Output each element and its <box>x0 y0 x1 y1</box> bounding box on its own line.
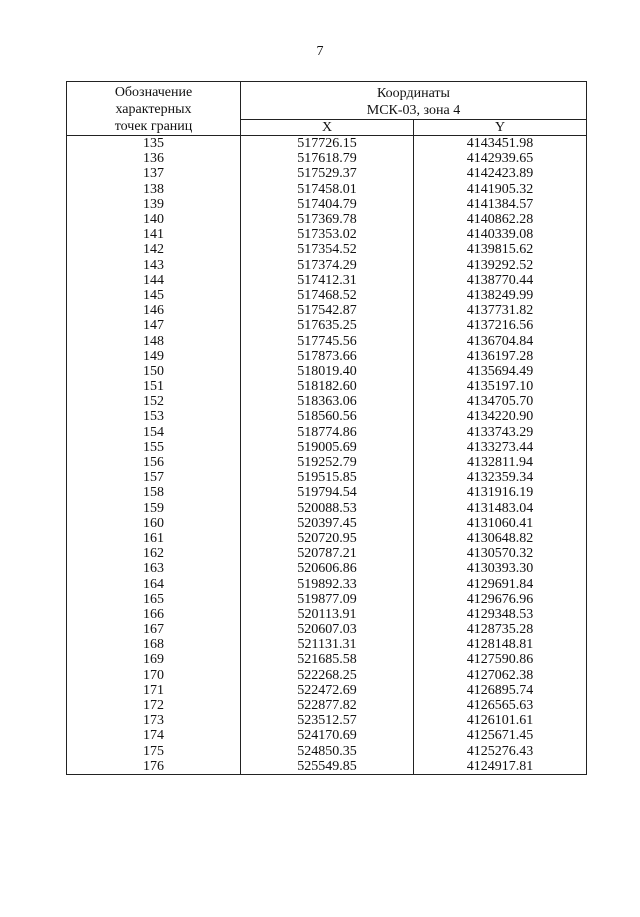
point-id-cell: 161 <box>67 531 241 546</box>
table-row <box>67 197 587 212</box>
x-coordinate-cell: 525549.85 <box>241 759 414 775</box>
y-coordinate-cell: 4126565.63 <box>414 698 587 713</box>
y-coordinate-cell: 4128735.28 <box>414 622 587 637</box>
table-row <box>67 227 587 242</box>
x-coordinate-cell: 522268.25 <box>241 668 414 683</box>
point-id-cell: 176 <box>67 759 241 775</box>
x-coordinate-cell: 520607.03 <box>241 622 414 637</box>
y-coordinate-cell: 4126101.61 <box>414 713 587 728</box>
page-number: 7 <box>316 44 324 59</box>
x-coordinate-cell: 520720.95 <box>241 531 414 546</box>
y-coordinate-cell: 4133743.29 <box>414 425 587 440</box>
y-coordinate-cell: 4125276.43 <box>414 744 587 759</box>
table-row <box>67 273 587 288</box>
point-id-cell: 137 <box>67 166 241 181</box>
x-coordinate-cell: 524170.69 <box>241 728 414 743</box>
y-coordinate-cell: 4136704.84 <box>414 333 587 348</box>
table-row <box>67 607 587 622</box>
header-label-line: характерных <box>115 102 192 117</box>
table-row <box>67 242 587 257</box>
header-coords-line: Координаты <box>377 85 450 101</box>
point-id-cell: 165 <box>67 592 241 607</box>
table-row <box>67 561 587 576</box>
point-id-cell: 166 <box>67 607 241 622</box>
x-coordinate-cell: 518774.86 <box>241 425 414 440</box>
point-id-cell: 171 <box>67 683 241 698</box>
table-row <box>67 333 587 348</box>
x-coordinate-cell: 517745.56 <box>241 333 414 348</box>
table-row <box>67 683 587 698</box>
y-coordinate-cell: 4124917.81 <box>414 759 587 775</box>
point-id-cell: 159 <box>67 501 241 516</box>
point-id-cell: 136 <box>67 151 241 166</box>
point-id-cell: 139 <box>67 197 241 212</box>
x-coordinate-cell: 519515.85 <box>241 470 414 485</box>
x-coordinate-cell: 517412.31 <box>241 273 414 288</box>
y-coordinate-cell: 4129348.53 <box>414 607 587 622</box>
point-id-cell: 140 <box>67 212 241 227</box>
table-row <box>67 531 587 546</box>
y-coordinate-cell: 4125671.45 <box>414 728 587 743</box>
table-row <box>67 592 587 607</box>
point-id-cell: 169 <box>67 652 241 667</box>
table-row <box>67 576 587 591</box>
point-id-cell: 162 <box>67 546 241 561</box>
x-coordinate-cell: 517354.52 <box>241 242 414 257</box>
y-coordinate-cell: 4131483.04 <box>414 501 587 516</box>
y-coordinate-cell: 4141905.32 <box>414 182 587 197</box>
point-id-cell: 156 <box>67 455 241 470</box>
table-row <box>67 166 587 181</box>
point-id-cell: 152 <box>67 394 241 409</box>
y-coordinate-cell: 4129676.96 <box>414 592 587 607</box>
table-row <box>67 455 587 470</box>
x-coordinate-cell: 520787.21 <box>241 546 414 561</box>
x-coordinate-cell: 520113.91 <box>241 607 414 622</box>
x-coordinate-cell: 517635.25 <box>241 318 414 333</box>
table-row <box>67 151 587 166</box>
x-coordinate-cell: 517726.15 <box>241 136 414 152</box>
y-coordinate-cell: 4138770.44 <box>414 273 587 288</box>
x-coordinate-cell: 517369.78 <box>241 212 414 227</box>
point-id-cell: 141 <box>67 227 241 242</box>
x-coordinate-cell: 517458.01 <box>241 182 414 197</box>
table-row <box>67 409 587 424</box>
header-y: Y <box>414 120 587 136</box>
y-coordinate-cell: 4133273.44 <box>414 440 587 455</box>
point-id-cell: 164 <box>67 576 241 591</box>
point-id-cell: 154 <box>67 425 241 440</box>
header-x: X <box>241 120 414 136</box>
table-row <box>67 501 587 516</box>
point-id-cell: 148 <box>67 333 241 348</box>
y-coordinate-cell: 4139292.52 <box>414 258 587 273</box>
x-coordinate-cell: 517529.37 <box>241 166 414 181</box>
x-coordinate-cell: 519877.09 <box>241 592 414 607</box>
y-coordinate-cell: 4132359.34 <box>414 470 587 485</box>
x-coordinate-cell: 517404.79 <box>241 197 414 212</box>
x-coordinate-cell: 519005.69 <box>241 440 414 455</box>
point-id-cell: 155 <box>67 440 241 455</box>
point-id-cell: 173 <box>67 713 241 728</box>
x-coordinate-cell: 520088.53 <box>241 501 414 516</box>
coordinates-table <box>66 81 587 775</box>
table-row <box>67 622 587 637</box>
point-id-cell: 160 <box>67 516 241 531</box>
y-coordinate-cell: 4134705.70 <box>414 394 587 409</box>
point-id-cell: 147 <box>67 318 241 333</box>
x-coordinate-cell: 518019.40 <box>241 364 414 379</box>
point-id-cell: 143 <box>67 258 241 273</box>
point-id-cell: 174 <box>67 728 241 743</box>
table-row <box>67 136 587 152</box>
y-coordinate-cell: 4142423.89 <box>414 166 587 181</box>
point-id-cell: 175 <box>67 744 241 759</box>
point-id-cell: 153 <box>67 409 241 424</box>
table-row <box>67 546 587 561</box>
table-row <box>67 637 587 652</box>
x-coordinate-cell: 524850.35 <box>241 744 414 759</box>
y-coordinate-cell: 4130648.82 <box>414 531 587 546</box>
point-id-cell: 167 <box>67 622 241 637</box>
x-coordinate-cell: 517374.29 <box>241 258 414 273</box>
point-id-cell: 163 <box>67 561 241 576</box>
table-row <box>67 288 587 303</box>
point-id-cell: 172 <box>67 698 241 713</box>
y-coordinate-cell: 4134220.90 <box>414 409 587 424</box>
table-row <box>67 728 587 743</box>
x-coordinate-cell: 517542.87 <box>241 303 414 318</box>
point-id-cell: 146 <box>67 303 241 318</box>
table-body <box>67 136 587 775</box>
x-coordinate-cell: 521685.58 <box>241 652 414 667</box>
point-id-cell: 149 <box>67 349 241 364</box>
y-coordinate-cell: 4139815.62 <box>414 242 587 257</box>
y-coordinate-cell: 4137216.56 <box>414 318 587 333</box>
table-row <box>67 516 587 531</box>
point-id-cell: 135 <box>67 136 241 152</box>
header-label-line: Обозначение <box>114 85 193 100</box>
table-header <box>67 82 587 136</box>
y-coordinate-cell: 4129691.84 <box>414 576 587 591</box>
point-id-cell: 150 <box>67 364 241 379</box>
table-row <box>67 652 587 667</box>
x-coordinate-cell: 521131.31 <box>241 637 414 652</box>
y-coordinate-cell: 4140339.08 <box>414 227 587 242</box>
y-coordinate-cell: 4138249.99 <box>414 288 587 303</box>
y-coordinate-cell: 4128148.81 <box>414 637 587 652</box>
y-coordinate-cell: 4143451.98 <box>414 136 587 152</box>
point-id-cell: 138 <box>67 182 241 197</box>
y-coordinate-cell: 4126895.74 <box>414 683 587 698</box>
table-row <box>67 744 587 759</box>
header-row-top <box>67 82 587 120</box>
point-id-cell: 151 <box>67 379 241 394</box>
y-coordinate-cell: 4135694.49 <box>414 364 587 379</box>
table-row <box>67 759 587 775</box>
x-coordinate-cell: 519794.54 <box>241 485 414 500</box>
y-coordinate-cell: 4142939.65 <box>414 151 587 166</box>
table-row <box>67 182 587 197</box>
point-id-cell: 170 <box>67 668 241 683</box>
x-coordinate-cell: 522877.82 <box>241 698 414 713</box>
table-row <box>67 470 587 485</box>
point-id-cell: 144 <box>67 273 241 288</box>
x-coordinate-cell: 523512.57 <box>241 713 414 728</box>
y-coordinate-cell: 4136197.28 <box>414 349 587 364</box>
y-coordinate-cell: 4131060.41 <box>414 516 587 531</box>
table-row <box>67 303 587 318</box>
x-coordinate-cell: 520397.45 <box>241 516 414 531</box>
table-row <box>67 318 587 333</box>
point-id-cell: 168 <box>67 637 241 652</box>
y-coordinate-cell: 4131916.19 <box>414 485 587 500</box>
y-coordinate-cell: 4137731.82 <box>414 303 587 318</box>
y-coordinate-cell: 4135197.10 <box>414 379 587 394</box>
x-coordinate-cell: 518182.60 <box>241 379 414 394</box>
table-row <box>67 713 587 728</box>
point-id-cell: 157 <box>67 470 241 485</box>
table-row <box>67 668 587 683</box>
point-id-cell: 142 <box>67 242 241 257</box>
y-coordinate-cell: 4127062.38 <box>414 668 587 683</box>
table-row <box>67 698 587 713</box>
table-row <box>67 212 587 227</box>
x-coordinate-cell: 519252.79 <box>241 455 414 470</box>
header-coords-line: МСК-03, зона 4 <box>366 102 461 118</box>
x-coordinate-cell: 517468.52 <box>241 288 414 303</box>
x-coordinate-cell: 517353.02 <box>241 227 414 242</box>
x-coordinate-cell: 517873.66 <box>241 349 414 364</box>
y-coordinate-cell: 4130570.32 <box>414 546 587 561</box>
table-row <box>67 349 587 364</box>
y-coordinate-cell: 4140862.28 <box>414 212 587 227</box>
table-row <box>67 379 587 394</box>
header-point-label <box>67 82 241 136</box>
y-coordinate-cell: 4132811.94 <box>414 455 587 470</box>
y-coordinate-cell: 4127590.86 <box>414 652 587 667</box>
x-coordinate-cell: 517618.79 <box>241 151 414 166</box>
y-coordinate-cell: 4130393.30 <box>414 561 587 576</box>
table-row <box>67 258 587 273</box>
x-coordinate-cell: 518560.56 <box>241 409 414 424</box>
table-row <box>67 394 587 409</box>
table-row <box>67 485 587 500</box>
point-id-cell: 145 <box>67 288 241 303</box>
y-coordinate-cell: 4141384.57 <box>414 197 587 212</box>
x-coordinate-cell: 522472.69 <box>241 683 414 698</box>
table-row <box>67 440 587 455</box>
header-label-line: точек границ <box>114 119 193 134</box>
point-id-cell: 158 <box>67 485 241 500</box>
table-row <box>67 364 587 379</box>
x-coordinate-cell: 520606.86 <box>241 561 414 576</box>
header-coordinates <box>241 82 587 120</box>
table-row <box>67 425 587 440</box>
x-coordinate-cell: 518363.06 <box>241 394 414 409</box>
x-coordinate-cell: 519892.33 <box>241 576 414 591</box>
